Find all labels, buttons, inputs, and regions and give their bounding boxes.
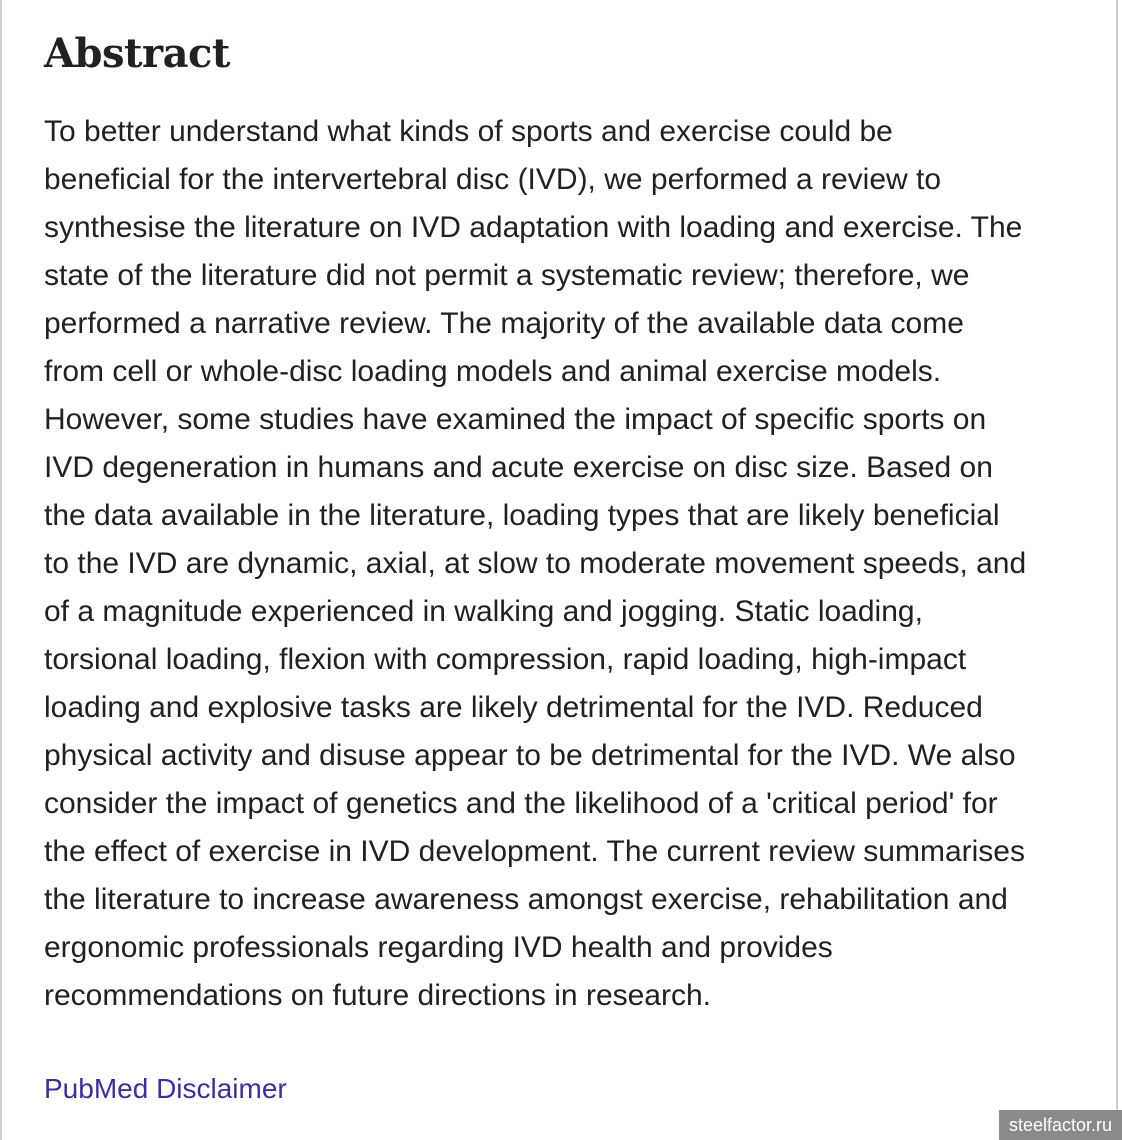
watermark: steelfactor.ru xyxy=(999,1110,1122,1140)
abstract-line: To better understand what kinds of sports and exercise could be xyxy=(44,115,893,148)
abstract-line: from cell or whole-disc loading models and animal exercise models. xyxy=(44,355,942,388)
abstract-line: synthesise the literature on IVD adaptation with loading and exercise. The xyxy=(44,211,1023,244)
abstract-line: the literature to increase awareness amongst exercise, rehabilitation and xyxy=(44,883,1008,916)
abstract-heading: Abstract xyxy=(44,30,230,77)
abstract-line: IVD degeneration in humans and acute exercise on disc size. Based on xyxy=(44,451,993,484)
abstract-line: However, some studies have examined the impact of specific sports on xyxy=(44,403,987,436)
abstract-line: to the IVD are dynamic, axial, at slow to moderate movement speeds, and xyxy=(44,547,1027,580)
abstract-line: the effect of exercise in IVD development. The current review summarises xyxy=(44,835,1025,868)
abstract-line: performed a narrative review. The majority of the available data come xyxy=(44,307,964,340)
abstract-line: recommendations on future directions in research. xyxy=(44,979,712,1012)
abstract-line: the data available in the literature, loading types that are likely beneficial xyxy=(44,499,1000,532)
abstract-text xyxy=(44,108,1118,1020)
abstract-line: state of the literature did not permit a systematic review; therefore, we xyxy=(44,259,970,292)
abstract-line: consider the impact of genetics and the likelihood of a 'critical period' for xyxy=(44,787,998,820)
abstract-line: loading and explosive tasks are likely detrimental for the IVD. Reduced xyxy=(44,691,983,724)
abstract-line: ergonomic professionals regarding IVD health and provides xyxy=(44,931,833,964)
abstract-line: torsional loading, flexion with compression, rapid loading, high-impact xyxy=(44,643,967,676)
abstract-line: of a magnitude experienced in walking and jogging. Static loading, xyxy=(44,595,923,628)
pubmed-disclaimer-link[interactable]: PubMed Disclaimer xyxy=(44,1073,287,1104)
abstract-line: physical activity and disuse appear to be detrimental for the IVD. We also xyxy=(44,739,1016,772)
abstract-line: beneficial for the intervertebral disc (IVD), we performed a review to xyxy=(44,163,942,196)
